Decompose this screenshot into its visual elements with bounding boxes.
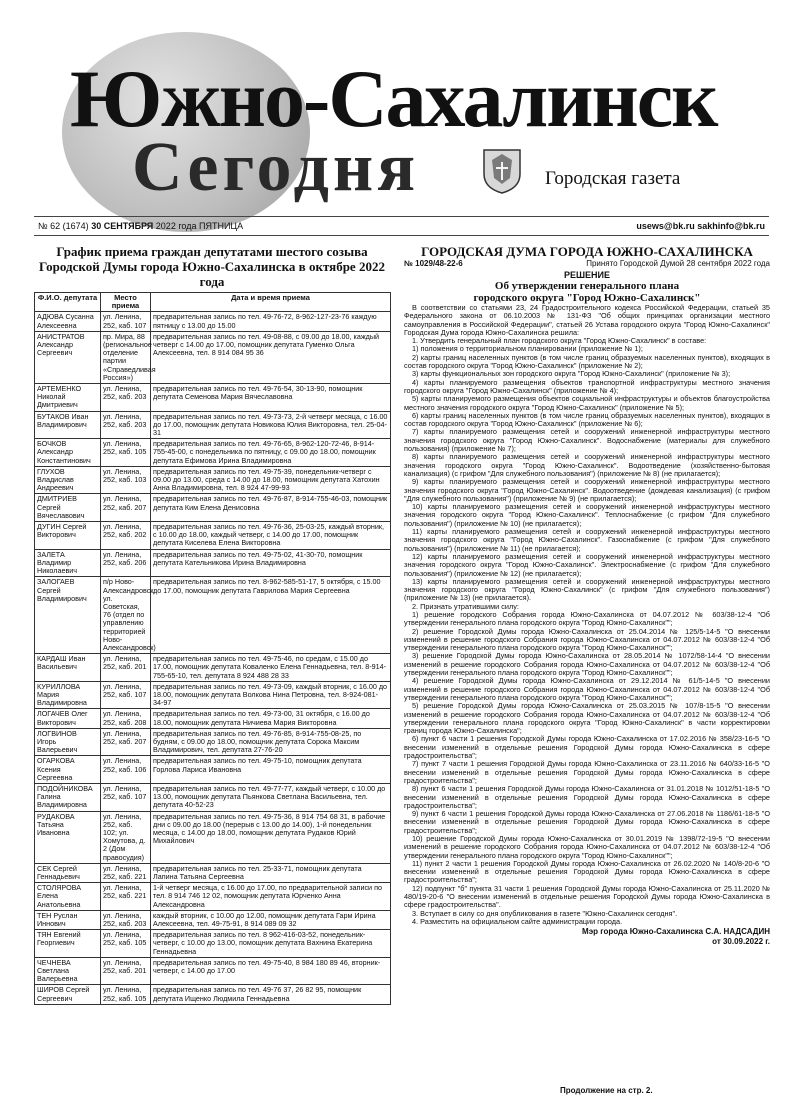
decision-title-line2: городского округа "Город Южно-Сахалинск" [473, 292, 701, 304]
decision-signature: Мэр города Южно-Сахалинска С.А. НАДСАДИН [582, 927, 770, 937]
decision-paragraph: 8) карты планируемого размещения сетей и сооружений инженерной инфраструктуры местного значения городского округа "Город Южно-Сахалинск". Водоотведение (хозяйственно-бытовая канализация) (с грифом "Для служебного пользования") (приложение № 8) (не прилагается); [404, 452, 770, 478]
deputy-name-cell: ГЛУХОВ Владислав Андреевич [35, 466, 101, 494]
decision-paragraph: 5) решение Городской Думы города Южно-Сахалинска от 25.03.2015 № 107/8-15-5 "О внесении изменений в решение городского Собрания города Южно-Сахалинска от 04.07.2012 № 603/38-12-4 "Об утверждении генерального плана городского округа "Город Южно-Сахалинск" в части корректировки границ города Южно-Сахалинска"; [404, 701, 770, 736]
decision-paragraph: 13) карты планируемого размещения сетей и сооружений инженерной инфраструктуры местного значения городского округа "Город Южно-Сахалинск" (с грифом "Для служебного пользования") (приложение № 13) (не прилагается). [404, 576, 770, 603]
table-row [35, 384, 391, 412]
reception-place-cell: ул. Ленина, 252, каб. 105 [101, 985, 151, 1004]
reception-place-cell: ул. Ленина, 252, каб. 105 [101, 930, 151, 958]
table-row [35, 811, 391, 863]
table-row [35, 549, 391, 577]
reception-time-cell: предварительная запись по тел. 49-77-77, каждый четверг, с 10.00 до 13.00, помощник депутата Пьянкова Светлана Васильевна, тел. депутата 40-52-23 [151, 783, 391, 811]
reception-time-cell: предварительная запись по тел. 49-73-00, 31 октября, с 16.00 до 18.00, помощник депутата Ничиева Мария Викторовна [151, 709, 391, 728]
deputy-name-cell: СТОЛЯРОВА Елена Анатольевна [35, 883, 101, 911]
column-header: Место приема [101, 293, 151, 312]
reception-time-cell: предварительная запись по тел. 49-75-36, 8 914 754 68 31, в рабочие дни с 09.00 до 18.00 (перерыв с 13.00 до 14.00), 1-й понедельник месяца, с 14.00 до 18.00, помощник депутата Рудаков Юрий Михайлович [151, 811, 391, 863]
deputy-name-cell: АДЮВА Сусанна Алексеевна [35, 312, 101, 331]
issue-weekday: ПЯТНИЦА [198, 221, 244, 231]
reception-time-cell: предварительная запись по тел. 49-73-73, 2-й четверг месяца, с 16.00 до 17.00, помощник депутата Новикова Юлия Викторовна, тел. 25-04-31 [151, 411, 391, 439]
table-row [35, 522, 391, 550]
decision-paragraph: 1. Утвердить генеральный план городского округа "Город Южно-Сахалинск" в составе: [412, 336, 707, 346]
tagline: Городская газета [545, 168, 681, 189]
deputy-name-cell: ОГАРКОВА Ксения Сергеевна [35, 756, 101, 784]
table-row [35, 910, 391, 929]
reception-time-cell: предварительная запись по тел. 49-75-39, понедельник-четверг с 09.00 до 13.00, среда с 14.00 до 18.00, помощник депутата Хатохин Анна Владимировна, тел. 8 924 47-99-93 [151, 466, 391, 494]
decision-signature-date: от 30.09.2022 г. [712, 937, 770, 947]
deputy-name-cell: БОЧКОВ Александр Константинович [35, 439, 101, 467]
reception-time-cell: предварительная запись по тел. 49-76-36, 25-03-25, каждый вторник, с 10.00 до 18.00, каждый четверг, с 14.00 до 17.00, помощник депутата Киселева Елена Викторовна [151, 522, 391, 550]
reception-time-cell: каждый вторник, с 10.00 до 12.00, помощник депутата Гарм Ирина Алексеевна, тел. 49-75-91, 8 914 089 09 32 [151, 910, 391, 929]
continued-note: Продолжение на стр. 2. [560, 1086, 653, 1095]
reception-time-cell: предварительная запись по тел. 49-76-87, 8-914-755-46-03, помощник депутата Ким Елена Денисовна [151, 494, 391, 522]
column-header: Дата и время приема [151, 293, 391, 312]
city-coat-of-arms-icon [482, 148, 522, 194]
deputy-name-cell: АРТЕМЕНКО Николай Дмитриевич [35, 384, 101, 412]
table-row [35, 709, 391, 728]
reception-place-cell: ул. Ленина, 252, каб. 103 [101, 466, 151, 494]
deputy-name-cell: СЕК Сергей Геннадьевич [35, 863, 101, 882]
schedule-title-line2: Городской Думы города Южно-Сахалинска в октябре 2022 года [39, 259, 385, 289]
schedule-table [34, 292, 391, 1005]
reception-time-cell: предварительная запись по тел. 49-08-88, с 09.00 до 18.00, каждый четверг с 14.00 до 17.00, помощник депутата Гуменко Ольга Алексеевна, тел. 8 914 084 95 36 [151, 331, 391, 383]
decision-title-line1: Об утверждении генерального плана [494, 280, 680, 292]
decision-paragraph: 3) карты функциональных зон городского округа "Город Южно-Сахалинск" (приложение № 3); [412, 369, 731, 379]
table-row [35, 312, 391, 331]
decision-body [404, 304, 770, 926]
reception-place-cell: ул. Ленина, 252, каб. 207 [101, 494, 151, 522]
column-header: Ф.И.О. депутата [35, 293, 101, 312]
reception-time-cell: предварительная запись по тел. 8 962-416-03-52, понедельник-четверг, с 10.00 до 13.00, помощник депутата Вахнина Екатерина Геннадьевна [151, 930, 391, 958]
deputy-name-cell: БУТАКОВ Иван Владимирович [35, 411, 101, 439]
deputy-name-cell: ЗАЛОГАЕВ Сергей Владимирович [35, 577, 101, 654]
decision-kind: РЕШЕНИЕ [563, 270, 611, 280]
deputy-name-cell: ЧЕЧНЕВА Светлана Валерьевна [35, 957, 101, 985]
reception-time-cell: предварительная запись по тел. 49-76-85, 8-914-755-08-25, по будням, с 09.00 до 18.00, помощник депутата Сорока Максим Владимирович, тел. депутата 27-76-20 [151, 728, 391, 756]
reception-time-cell: предварительная запись по тел. 49-75-02, 41-30-70, помощник депутата Кательникова Ирина Владимировна [151, 549, 391, 577]
reception-place-cell: ул. Ленина, 252, каб. 203 [101, 384, 151, 412]
reception-time-cell: предварительная запись по тел. 49-73-09, каждый вторник, с 16.00 до 18.00, помощник депутата Волкова Нина Петровна, тел. 8-924-081-34-97 [151, 681, 391, 709]
reception-time-cell: 1-й четверг месяца, с 16.00 до 17.00, по предварительной записи по тел. 8 914 746 12 02, помощник депутата Юрченко Анна Александровна [151, 883, 391, 911]
decision-paragraph: 7) карты планируемого размещения сетей и сооружений инженерной инфраструктуры местного значения городского округа "Город Южно-Сахалинск". Водоснабжение (материалы для служебного пользования) (приложение № 7); [404, 427, 770, 454]
contact-emails: usews@bk.ru sakhinfo@bk.ru [636, 221, 765, 231]
decision-paragraph: 7) пункт 7 части 1 решения Городской Думы города Южно-Сахалинска от 23.11.2016 № 640/33-16-5 "О внесении изменений в отдельные решения Городской Думы города Южно-Сахалинска в сфере градостроительства"; [404, 759, 770, 785]
reception-time-cell: предварительная запись по тел. 49-75-10, помощник депутата Горлова Лариса Ивановна [151, 756, 391, 784]
table-row [35, 654, 391, 682]
decision-adopted: Принято Городской Думой 28 сентября 2022 года [586, 259, 770, 268]
table-row [35, 728, 391, 756]
decision-paragraph: 12) подпункт "б" пункта 31 части 1 решения Городской Думы города Южно-Сахалинска от 25.11.2020 № 480/19-20-6 "О внесении изменений в отдельные решения Городской Думы города Южно-Сахалинска в сфере градостроительства". [404, 883, 770, 910]
deputy-name-cell: ЗАЛЕТА Владимир Николаевич [35, 549, 101, 577]
reception-place-cell: ул. Ленина, 252, каб. 107 [101, 681, 151, 709]
reception-place-cell: ул. Ленина, 252, каб. 107 [101, 312, 151, 331]
decision-paragraph: 6) карты границ населенных пунктов (в том числе границ образуемых населенных пунктов), входящих в состав городского округа "Город Южно-Сахалинск" (приложение № 6); [404, 410, 770, 429]
decision-paragraph: 1) положения о территориальном планировании (приложение № 1); [412, 344, 643, 354]
reception-place-cell: ул. Ленина, 252, каб. 203 [101, 411, 151, 439]
masthead [0, 0, 800, 231]
schedule-title-line1: График приема граждан депутатами шестого созыва [56, 244, 368, 259]
reception-time-cell: предварительная запись по тел. 49-76-54, 30-13-90, помощник депутата Семенова Мария Вячеславовна [151, 384, 391, 412]
reception-place-cell: ул. Ленина, 252, каб. 201 [101, 654, 151, 682]
deputy-name-cell: ЛОГВИНОВ Игорь Валерьевич [35, 728, 101, 756]
deputy-name-cell: ШИРОВ Сергей Сергеевич [35, 985, 101, 1004]
reception-schedule [34, 244, 390, 1005]
newspaper-subtitle: Сегодня [132, 129, 420, 206]
decision-paragraph: 4. Разместить на официальном сайте администрации города. [412, 916, 623, 926]
newspaper-title: Южно-Сахалинск [70, 53, 717, 144]
issue-info-bar [34, 216, 769, 236]
reception-place-cell: ул. Ленина, 252, каб. 207 [101, 728, 151, 756]
reception-place-cell: п/р Ново-Александровск, ул. Советская, 76 (отдел по управлению территорией Ново-Александровск) [101, 577, 151, 654]
issue-info [38, 217, 243, 235]
decision-paragraph: В соответствии со статьями 23, 24 Градостроительного кодекса Российской Федерации, статьей 35 Федерального закона от 06.10.2003 № 131-ФЗ "Об общих принципах организации местного самоуправления в Российской Федерации", статьей 26 Устава городского округа "Город Южно-Сахалинск" Городская Дума города Южно-Сахалинска решила: [404, 303, 770, 337]
decision-paragraph: 1) решение городского Собрания города Южно-Сахалинска от 04.07.2012 № 603/38-12-4 "Об утверждении генерального плана городского округа "Город Южно-Сахалинск""; [404, 609, 770, 628]
reception-time-cell: предварительная запись по тел. 49-75-46, по средам, с 15.00 до 17.00, помощник депутата Коваленко Елена Геннадьевна, тел. 8-914-755-65-10, тел. депутата 8 924 488 28 33 [151, 654, 391, 682]
table-row [35, 930, 391, 958]
reception-place-cell: ул. Ленина, 252, каб. 208 [101, 709, 151, 728]
decision-paragraph: 9) пункт 6 части 1 решения Городской Думы города Южно-Сахалинска от 27.06.2018 № 1186/61-18-5 "О внесении изменений в отдельные решения Городской Думы города Южно-Сахалинска в сфере градостроительства"; [404, 809, 770, 835]
decision-paragraph: 6) пункт 6 части 1 решения Городской Думы города Южно-Сахалинска от 17.02.2016 № 358/23-16-5 "О внесении изменений в отдельные решения Городской Думы города Южно-Сахалинска в сфере градостроительства"; [404, 734, 770, 761]
deputy-name-cell: АНИСТРАТОВ Александр Сергеевич [35, 331, 101, 383]
table-header-row [35, 293, 391, 312]
reception-time-cell: предварительная запись по тел. 49-76 37, 26 82 95, помощник депутата Ищенко Людмила Геннадьевна [151, 985, 391, 1004]
table-row [35, 756, 391, 784]
table-row [35, 411, 391, 439]
table-row [35, 783, 391, 811]
decision-paragraph: 4) карты планируемого размещения объектов транспортной инфраструктуры местного значения городского округа "Город Южно-Сахалинск" (приложение № 4); [404, 377, 770, 395]
reception-place-cell: ул. Ленина, 252, каб. 106 [101, 756, 151, 784]
table-row [35, 681, 391, 709]
deputy-name-cell: ТЯН Евгений Георгиевич [35, 930, 101, 958]
deputy-name-cell: КУРИЛЛОВА Мария Владимировна [35, 681, 101, 709]
schedule-table-body [35, 312, 391, 1004]
decision-paragraph: 8) пункт 6 части 1 решения Городской Думы города Южно-Сахалинска от 31.01.2018 № 1012/51-18-5 "О внесении изменений в отдельные решения Городской Думы города Южно-Сахалинска в сфере градостроительства"; [404, 784, 770, 810]
decision-paragraph: 11) карты планируемого размещения сетей и сооружений инженерной инфраструктуры местного значения городского округа "Город Южно-Сахалинск". Газоснабжение (с грифом "Для служебного пользования") (приложение № 11) (не прилагается); [404, 527, 770, 553]
duma-decision [404, 244, 770, 946]
reception-place-cell: ул. Ленина, 252, каб. 206 [101, 549, 151, 577]
deputy-name-cell: ЛОГАЧЕВ Олег Викторович [35, 709, 101, 728]
reception-place-cell: ул. Ленина, 252, каб. 102; ул. Хомутова, д. 2 (Дом правосудия) [101, 811, 151, 863]
table-row [35, 494, 391, 522]
reception-place-cell: пр. Мира, 88 (региональное отделение партии «Справедливая Россия») [101, 331, 151, 383]
decision-paragraph: 3. Вступает в силу со дня опубликования в газете "Южно-Сахалинск сегодня". [412, 908, 678, 918]
deputy-name-cell: РУДАКОВА Татьяна Ивановна [35, 811, 101, 863]
reception-time-cell: предварительная запись по тел. 8-962-585-51-17, 5 октября, с 15.00 до 17.00, помощник депутата Гаврилова Мария Сергеевна [151, 577, 391, 654]
issue-number: № 62 (1674) [38, 221, 89, 231]
decision-paragraph: 11) пункт 2 части 1 решения Городской Думы города Южно-Сахалинска от 26.02.2020 № 140/8-20-6 "О внесении изменений в отдельные решения Городской Думы города Южно-Сахалинска в сфере градостроительства"; [404, 858, 770, 885]
reception-place-cell: ул. Ленина, 252, каб. 202 [101, 522, 151, 550]
decision-paragraph: 10) решение Городской Думы города Южно-Сахалинска от 30.01.2019 № 1398/72-19-5 "О внесении изменений в решение городского Собрания города Южно-Сахалинска от 04.07.2012 № 603/38-12-4 "Об утверждении генерального плана городского округа "Город Южно-Сахалинск""; [404, 834, 770, 860]
table-row [35, 331, 391, 383]
table-row [35, 439, 391, 467]
deputy-name-cell: ДМИТРИЕВ Сергей Вячеславович [35, 494, 101, 522]
reception-place-cell: ул. Ленина, 252, каб. 105 [101, 439, 151, 467]
table-row [35, 577, 391, 654]
table-row [35, 883, 391, 911]
table-row [35, 985, 391, 1004]
reception-time-cell: предварительная запись по тел. 49-76-65, 8-962-120-72-46, 8-914-755-45-00, с понедельника по пятницу, с 09.00 до 18.00, помощник депутата Ефимова Ирина Владимировна [151, 439, 391, 467]
reception-time-cell: предварительная запись по тел. 25-33-71, помощник депутата Лапина Татьяна Сергеевна [151, 863, 391, 882]
table-row [35, 863, 391, 882]
issue-year: 2022 года [155, 221, 197, 231]
decision-paragraph: 2) карты границ населенных пунктов (в том числе границ образуемых населенных пунктов), входящих в состав городского округа "Город Южно-Сахалинск" (приложение № 2); [404, 352, 770, 371]
deputy-name-cell: КАРДАШ Иван Васильевич [35, 654, 101, 682]
decision-paragraph: 4) решение Городской Думы города Южно-Сахалинска от 29.12.2014 № 61/5-14-5 "О внесении изменений в решение городского Собрания города Южно-Сахалинска от 04.07.2012 № 603/38-12-4 "Об утверждении генерального плана городского округа "Город Южно-Сахалинск""; [404, 676, 770, 702]
reception-place-cell: ул. Ленина, 252, каб. 221 [101, 863, 151, 882]
decision-org: ГОРОДСКАЯ ДУМА ГОРОДА ЮЖНО-САХАЛИНСКА [421, 244, 753, 259]
decision-paragraph: 12) карты планируемого размещения сетей и сооружений инженерной инфраструктуры местного значения городского округа "Город Южно-Сахалинск". Электроснабжение (с грифом "Для служебного пользования") (приложение № 12) (не прилагается); [404, 551, 770, 578]
decision-number: № 1029/48-22-6 [404, 259, 463, 268]
reception-place-cell: ул. Ленина, 252, каб. 221 [101, 883, 151, 911]
reception-time-cell: предварительная запись по тел. 49-75-40, 8 984 180 89 46, вторник-четверг, с 14.00 до 17.00 [151, 957, 391, 985]
table-row [35, 957, 391, 985]
reception-place-cell: ул. Ленина, 252, каб. 201 [101, 957, 151, 985]
reception-place-cell: ул. Ленина, 252, каб. 107 [101, 783, 151, 811]
issue-date: 30 СЕНТЯБРЯ [91, 221, 154, 231]
decision-paragraph: 5) карты планируемого размещения объектов социальной инфраструктуры и объектов благоустройства местного значения городского округа "Город Южно-Сахалинск" (приложение № 5); [404, 394, 770, 412]
deputy-name-cell: ДУГИН Сергей Викторович [35, 522, 101, 550]
decision-paragraph: 2. Признать утратившими силу: [412, 601, 519, 611]
reception-place-cell: ул. Ленина, 252, каб. 203 [101, 910, 151, 929]
table-row [35, 466, 391, 494]
decision-meta [404, 259, 770, 270]
decision-paragraph: 2) решение Городской Думы города Южно-Сахалинска от 25.04.2014 № 125/5-14-5 "О внесении изменений в решение городского Собрания города Южно-Сахалинска от 04.07.2012 № 603/38-12-4 "Об утверждении генерального плана городского округа "Город Южно-Сахалинск""; [404, 626, 770, 653]
deputy-name-cell: ТЕН Руслан Иннович [35, 910, 101, 929]
decision-paragraph: 9) карты планируемого размещения сетей и сооружений инженерной инфраструктуры местного значения городского округа "Город Южно-Сахалинск". Водоотведение (дождевая канализация) (с грифом "Для служебного пользования") (приложение № 9) (не прилагается); [404, 477, 770, 503]
deputy-name-cell: ПОДОЙНИКОВА Галина Владимировна [35, 783, 101, 811]
reception-time-cell: предварительная запись по тел. 49-76-72, 8-962-127-23-76 каждую пятницу с 13.00 до 15.00 [151, 312, 391, 331]
decision-paragraph: 3) решение Городской Думы города Южно-Сахалинска от 28.05.2014 № 1072/58-14-4 "О внесении изменений в решение городского Собрания города Южно-Сахалинска от 04.07.2012 № 603/38-12-4 "Об утверждении генерального плана городского округа "Город Южно-Сахалинск""; [404, 651, 770, 678]
decision-paragraph: 10) карты планируемого размещения сетей и сооружений инженерной инфраструктуры местного значения городского округа "Город Южно-Сахалинск". Теплоснабжение (с грифом "Для служебного пользования") (приложение № 10) (не прилагается); [404, 502, 770, 528]
